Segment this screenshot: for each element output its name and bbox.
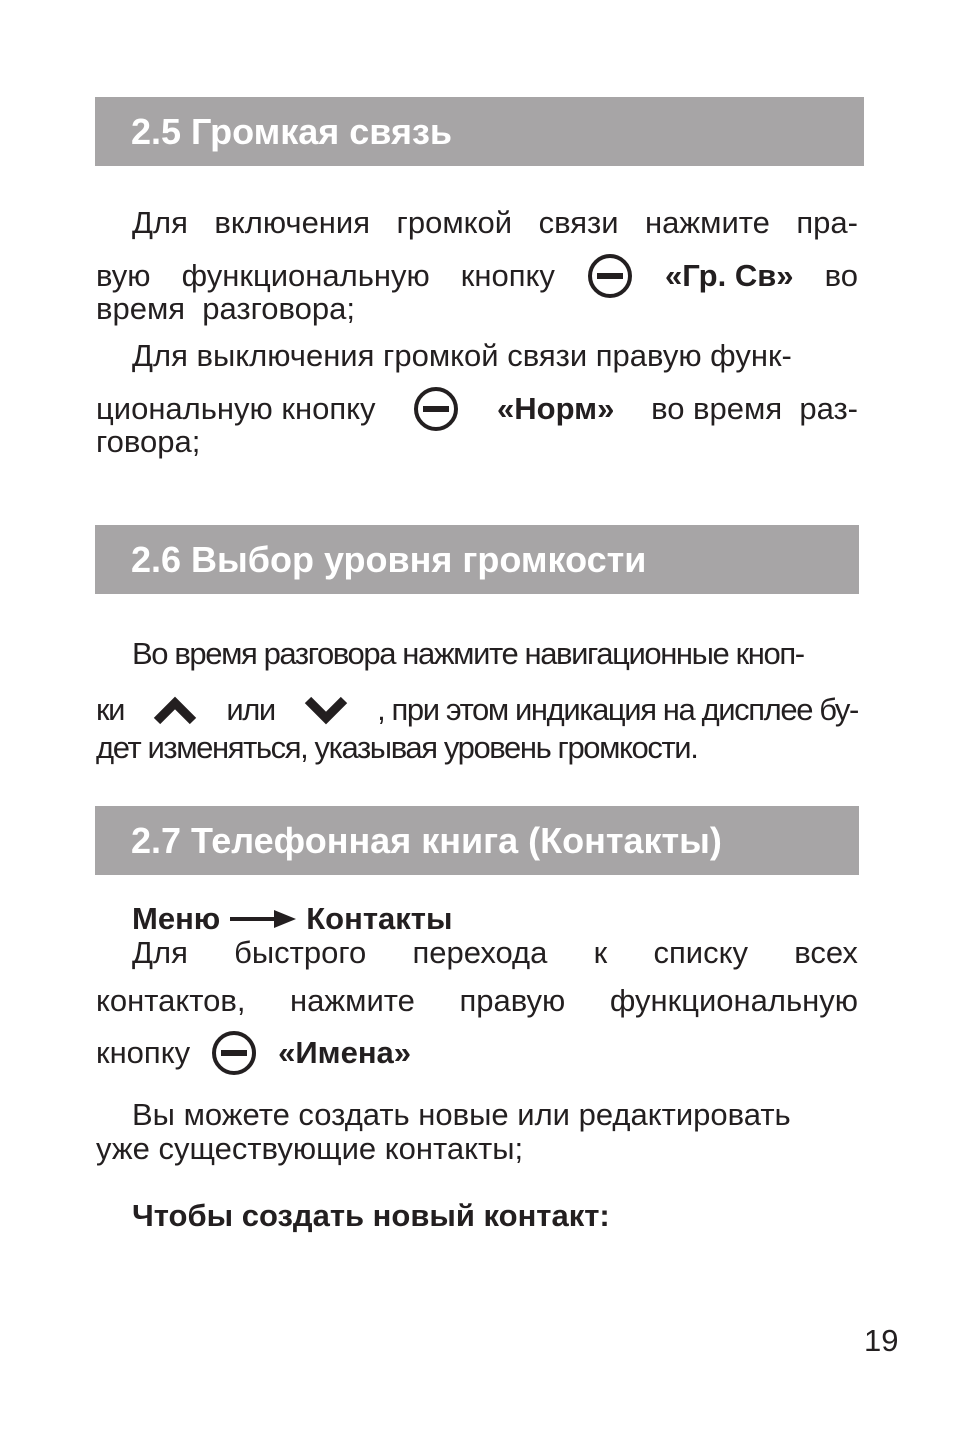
line-text: Во время разговора нажмите навигационные кноп-: [132, 636, 804, 671]
word: к: [593, 935, 608, 970]
softkey-label-names: «Имена»: [278, 1035, 412, 1070]
word: громкой: [396, 205, 513, 240]
word: ки: [96, 692, 125, 727]
arrow-right-icon: [230, 908, 296, 930]
word: правую: [459, 983, 566, 1018]
menu-path: [132, 900, 858, 938]
line-text: во время раз-: [651, 391, 858, 426]
word: функциональную: [181, 258, 430, 293]
word: всех: [794, 935, 858, 970]
word: кнопку: [460, 258, 555, 293]
create-contact-label: Чтобы создать новый контакт:: [132, 1198, 610, 1233]
menu-label: Меню: [132, 901, 221, 936]
word: перехода: [412, 935, 548, 970]
word: во: [824, 258, 858, 293]
paragraph-line: [96, 1130, 858, 1168]
chevron-down-icon: [303, 695, 349, 725]
paragraph-line: [132, 635, 858, 673]
paragraph-line: [96, 691, 858, 729]
line-text: Вы можете создать новые или редактировать: [132, 1097, 791, 1132]
word: Для: [132, 935, 188, 970]
softkey-label-normal: «Норм»: [497, 391, 615, 426]
paragraph-line: [96, 729, 858, 767]
softkey-label-speaker: «Гр. Св»: [665, 258, 794, 293]
section-heading-2-5: 2.5 Громкая связь: [95, 97, 864, 166]
paragraph-line: [132, 1096, 858, 1134]
paragraph-line: [96, 1029, 858, 1077]
word: кнопку: [96, 1035, 191, 1070]
word: быстрого: [234, 935, 367, 970]
word: включения: [214, 205, 371, 240]
line-text: время разговора;: [96, 291, 355, 326]
paragraph-line: [132, 337, 858, 375]
word: списку: [653, 935, 748, 970]
paragraph-line: [96, 423, 858, 461]
line-text: дет изменяться, указывая уровень громкости.: [96, 730, 698, 765]
section-heading-2-6: 2.6 Выбор уровня громкости: [95, 525, 859, 594]
paragraph-line: [96, 982, 858, 1020]
subheading-create-contact: [132, 1197, 858, 1235]
line-text: уже существующие контакты;: [96, 1131, 524, 1166]
word: Для: [132, 205, 188, 240]
paragraph-line: [132, 204, 858, 242]
word: нажмите: [290, 983, 415, 1018]
line-text: Для выключения громкой связи правую функ-: [132, 338, 792, 373]
paragraph-line: [96, 290, 858, 328]
chevron-up-icon: [152, 695, 198, 725]
line-text: циональную кнопку: [96, 391, 376, 426]
line-text: говора;: [96, 424, 201, 459]
word: вую: [96, 258, 151, 293]
minus-circle-icon: [210, 1029, 258, 1077]
word: контактов,: [96, 983, 246, 1018]
word: функциональную: [609, 983, 858, 1018]
section-heading-2-7: 2.7 Телефонная книга (Контакты): [95, 806, 859, 875]
word: связи: [538, 205, 619, 240]
paragraph-line: [132, 934, 858, 972]
page-number: 19: [864, 1323, 899, 1358]
contacts-label: Контакты: [306, 901, 453, 936]
line-text: , при этом индикация на дисплее бу-: [377, 692, 858, 727]
word: или: [226, 692, 275, 727]
word: пра-: [796, 205, 858, 240]
word: нажмите: [645, 205, 770, 240]
